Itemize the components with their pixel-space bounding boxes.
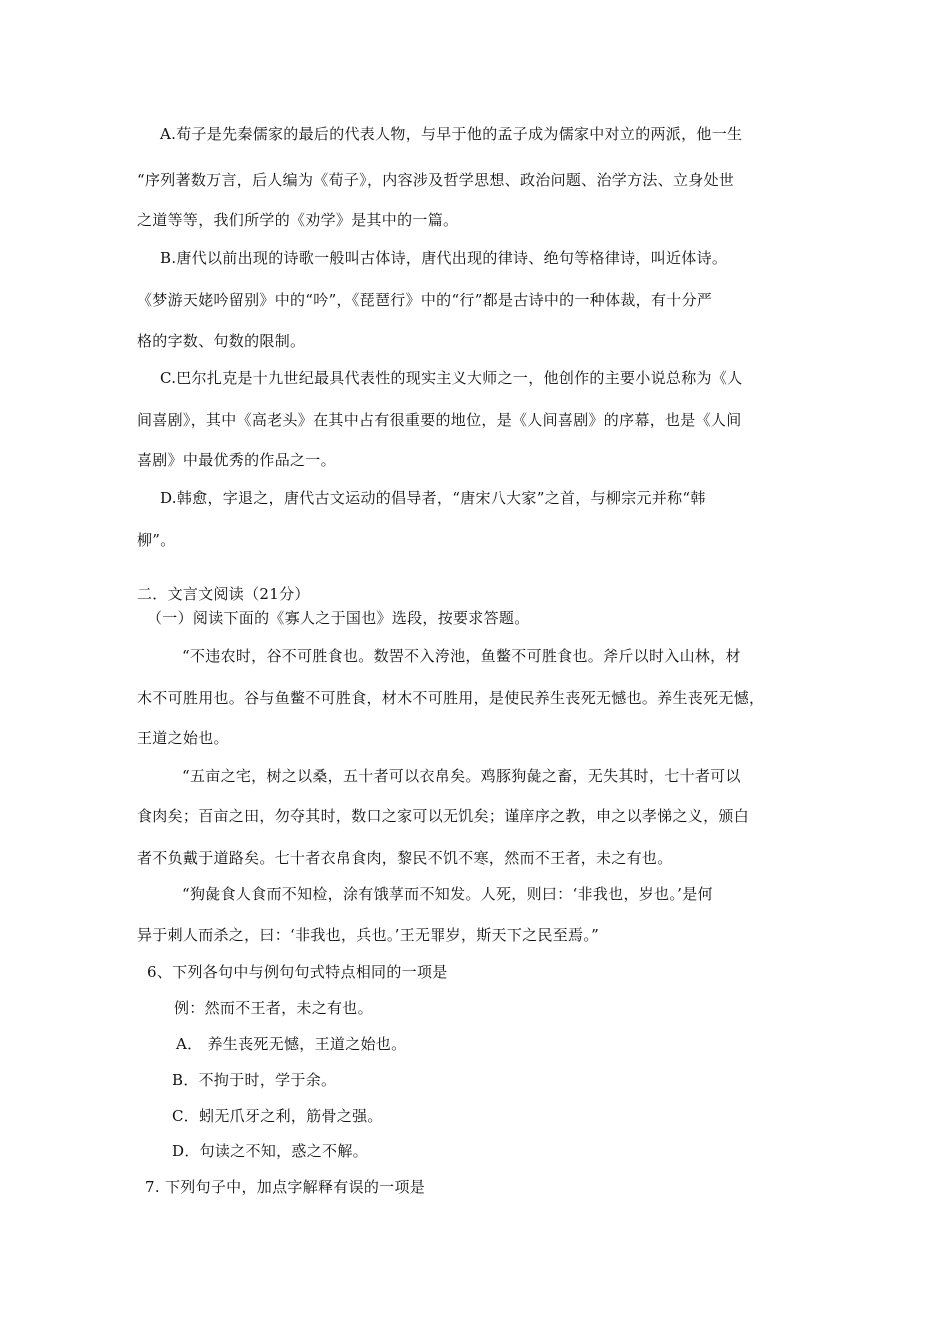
option-a-line-2: “序列著数万言，后人编为《荀子》，内容涉及哲学思想、政治问题、治学方法、立身处世 (137, 171, 735, 189)
option-b-line-3: 格的字数、句数的限制。 (137, 332, 306, 350)
option-b-line-1: B.唐代以前出现的诗歌一般叫古体诗，唐代出现的律诗、绝句等格律诗，叫近体诗。 (160, 249, 728, 267)
question-6-option-b: B．不拘于时，学于余。 (172, 1071, 337, 1089)
passage-p1-line-1: “不违农时，谷不可胜食也。数罟不入洿池，鱼鳖不可胜食也。斧斤以时入山林，材 (182, 647, 741, 665)
option-d-line-2: 柳”。 (137, 531, 176, 549)
passage-p1-line-3: 王道之始也。 (137, 729, 229, 747)
option-a-line-3: 之道等等，我们所学的《劝学》是其中的一篇。 (137, 211, 459, 229)
passage-p2-line-2: 食肉矣；百亩之田，勿夺其时，数口之家可以无饥矣；谨庠序之教，申之以孝悌之义，颁白 (137, 807, 750, 825)
passage-p3-line-2: 异于刺人而杀之，曰：‘非我也，兵也。’王无罪岁，斯天下之民至焉。” (137, 926, 600, 944)
passage-p2-line-1: “五亩之宅，树之以桑，五十者可以衣帛矣。鸡豚狗彘之畜，无失其时，七十者可以 (182, 767, 741, 785)
option-d-line-1: D.韩愈，字退之，唐代古文运动的倡导者，“唐宋八大家”之首，与柳宗元并称“韩 (160, 489, 706, 507)
option-c-line-3: 喜剧》中最优秀的作品之一。 (137, 451, 336, 469)
passage-p1-line-2: 木不可胜用也。谷与鱼鳖不可胜食，材木不可胜用，是使民养生丧死无憾也。养生丧死无憾， (137, 689, 765, 707)
section-heading: 二．文言文阅读（21分） (137, 585, 310, 603)
question-6-option-d: D．句读之不知，惑之不解。 (172, 1142, 368, 1160)
question-7-stem: 7. 下列句子中，加点字解释有误的一项是 (145, 1178, 426, 1196)
question-6-example: 例：然而不王者，未之有也。 (174, 999, 373, 1017)
question-6-stem: 6、下列各句中与例句句式特点相同的一项是 (147, 963, 448, 981)
option-c-line-1: C.巴尔扎克是十九世纪最具代表性的现实主义大师之一，他创作的主要小说总称为《人 (160, 369, 743, 387)
question-6-option-c: C．蚓无爪牙之利，筋骨之强。 (172, 1107, 383, 1125)
option-c-line-2: 间喜剧》，其中《高老头》在其中占有很重要的地位，是《人间喜剧》的序幕，也是《人间 (137, 411, 742, 429)
option-a-line-1: A.荀子是先秦儒家的最后的代表人物，与早于他的孟子成为儒家中对立的两派，他一生 (160, 125, 743, 143)
option-b-line-2: 《梦游天姥吟留别》中的“吟”，《琵琶行》中的“行”都是古诗中的一种体裁，有十分严 (137, 291, 713, 309)
section-sub-heading: （一）阅读下面的《寡人之于国也》选段，按要求答题。 (147, 609, 530, 627)
passage-p2-line-3: 者不负戴于道路矣。七十者衣帛食肉，黎民不饥不寒，然而不王者，未之有也。 (137, 849, 673, 867)
question-6-option-a: A． 养生丧死无憾，王道之始也。 (176, 1035, 407, 1053)
passage-p3-line-1: “狗彘食人食而不知检，涂有饿莩而不知发。人死，则曰：‘非我也，岁也。’是何 (182, 885, 713, 903)
